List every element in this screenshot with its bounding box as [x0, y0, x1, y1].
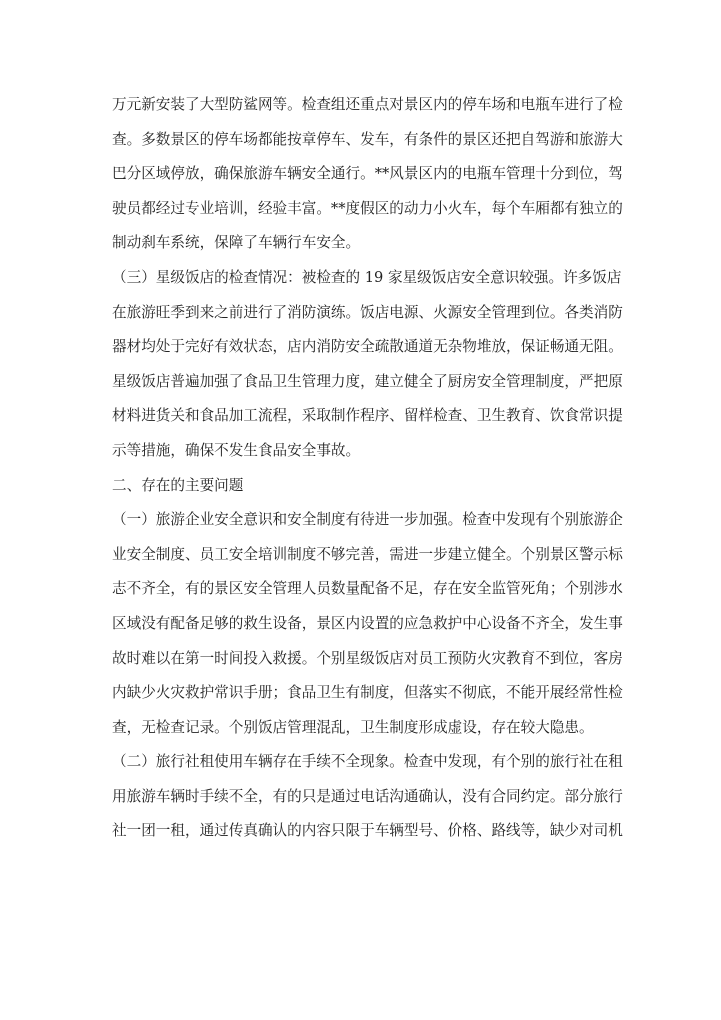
- text-line: 星级饭店普遍加强了食品卫生管理力度，建立健全了厨房安全管理制度，严把原: [112, 372, 623, 390]
- text-line: 万元新安装了大型防鲨网等。检查组还重点对景区内的停车场和电瓶车进行了检: [112, 96, 623, 113]
- text-line: 制动刹车系统，保障了车辆行车安全。: [112, 234, 361, 252]
- text-line: 内缺少火灾救护常识手册；食品卫生有制度，但落实不彻底，不能开展经常性检: [112, 684, 623, 702]
- text-line: 巴分区域停放，确保旅游车辆安全通行。**风景区内的电瓶车管理十分到位，驾: [112, 165, 623, 183]
- text-line: 社一团一租，通过传真确认的内容只限于车辆型号、价格、路线等，缺少对司机: [112, 822, 623, 840]
- text-line: 区域没有配备足够的救生设备，景区内设置的应急救护中心设备不齐全，发生事: [112, 614, 623, 632]
- text-line: 用旅游车辆时手续不全，有的只是通过电话沟通确认，没有合同约定。部分旅行: [112, 787, 623, 805]
- text-line: 二、存在的主要问题: [112, 476, 244, 494]
- text-line: 示等措施，确保不发生食品安全事故。: [112, 441, 361, 459]
- text-line: 查。多数景区的停车场都能按章停车、发车，有条件的景区还把自驾游和旅游大: [112, 130, 623, 148]
- text-line: 驶员都经过专业培训，经验丰富。**度假区的动力小火车，每个车厢都有独立的: [112, 199, 623, 217]
- paragraph-star-hotels: [112, 261, 623, 469]
- paragraph-scenic-parking: [112, 88, 623, 261]
- text-line: （一）旅游企业安全意识和安全制度有待进一步加强。检查中发现有个别旅游企: [112, 511, 623, 529]
- section-heading-main-problems: [112, 469, 602, 504]
- text-line: 材料进货关和食品加工流程，采取制作程序、留样检查、卫生教育、饮食常识提: [112, 407, 623, 425]
- document-body: [112, 88, 623, 849]
- text-line: （三）星级饭店的检查情况：被检查的 19 家星级饭店安全意识较强。许多饭店: [112, 268, 622, 286]
- text-line: 故时难以在第一时间投入救援。个别星级饭店对员工预防火灾教育不到位，客房: [112, 649, 623, 667]
- text-line: 器材均处于完好有效状态，店内消防安全疏散通道无杂物堆放，保证畅通无阻。: [112, 338, 623, 356]
- paragraph-vehicle-rental: [112, 745, 623, 849]
- text-line: 业安全制度、员工安全培训制度不够完善，需进一步建立健全。个别景区警示标: [112, 545, 623, 563]
- text-line: 在旅游旺季到来之前进行了消防演练。饭店电源、火源安全管理到位。各类消防: [112, 303, 623, 321]
- text-line: 志不齐全，有的景区安全管理人员数量配备不足，存在安全监管死角；个别涉水: [112, 580, 623, 598]
- paragraph-safety-awareness: [112, 503, 623, 745]
- text-line: （二）旅行社租使用车辆存在手续不全现象。检查中发现，有个别的旅行社在租: [112, 753, 623, 771]
- text-line: 查，无检查记录。个别饭店管理混乱，卫生制度形成虚设，存在较大隐患。: [112, 718, 594, 736]
